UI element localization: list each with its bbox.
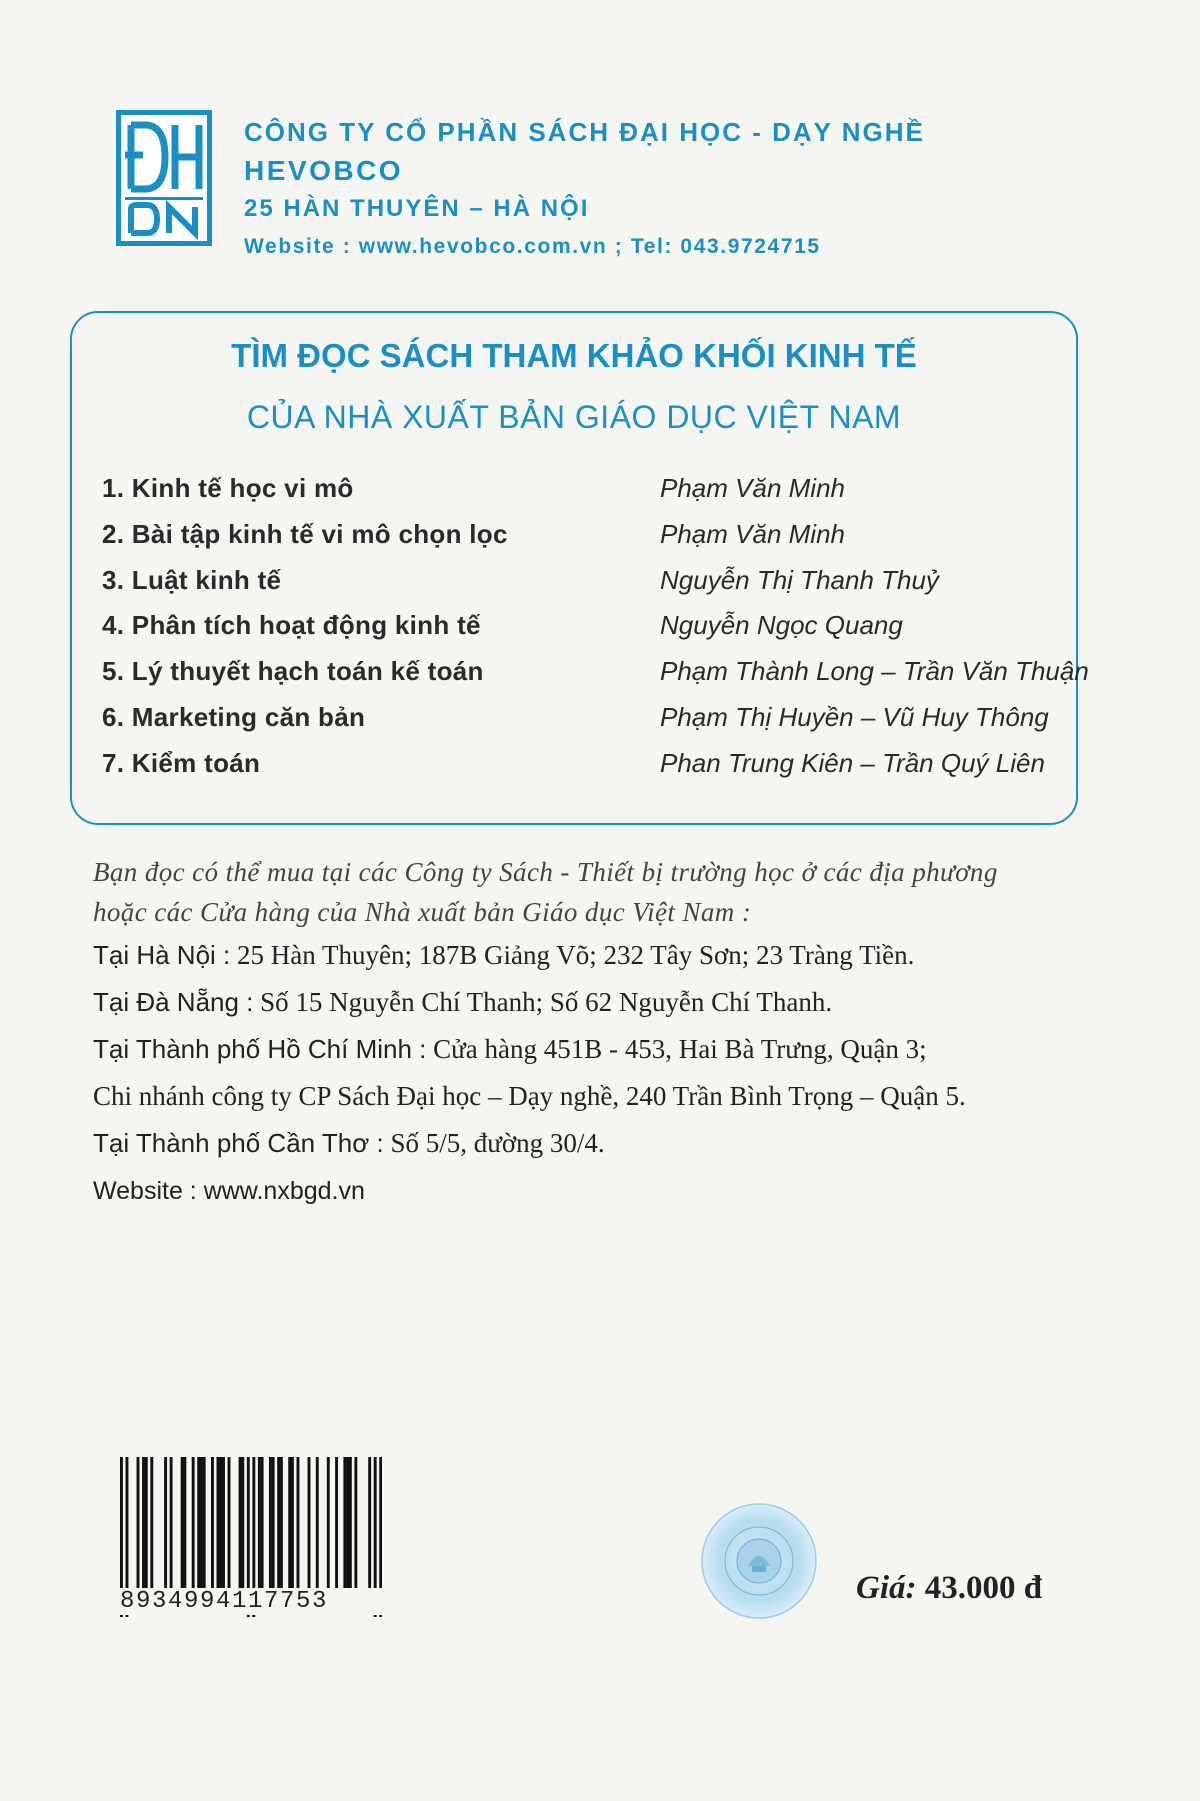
purchase-info — [93, 852, 1093, 1213]
store-danang — [93, 979, 1093, 1026]
barcode-bar — [142, 1457, 145, 1589]
book-author: Phạm Văn Minh — [660, 473, 845, 503]
book-title: 5. Lý thuyết hạch toán kế toán — [102, 656, 484, 687]
barcode-bar — [261, 1457, 264, 1589]
barcode-bar — [211, 1457, 214, 1589]
barcode-bar — [272, 1457, 275, 1589]
purchase-intro-line: Bạn đọc có thể mua tại các Công ty Sách - Thiết bị trường học ở các địa phương — [93, 857, 998, 887]
barcode-bar — [349, 1457, 352, 1589]
store-hanoi — [93, 932, 1093, 979]
barcode-bar — [308, 1457, 311, 1589]
store-address: Cửa hàng 451B - 453, Hai Bà Trưng, Quận 3; — [433, 1034, 927, 1064]
barcode-bar — [145, 1457, 148, 1589]
box-title: TÌM ĐỌC SÁCH THAM KHẢO KHỐI KINH TẾ — [231, 337, 917, 374]
store-address: 25 Hàn Thuyên; 187B Giảng Võ; 232 Tây Sơn; 23 Tràng Tiền. — [237, 940, 915, 970]
book-row — [102, 473, 1062, 519]
book-title: 2. Bài tập kinh tế vi mô chọn lọc — [102, 518, 508, 549]
box-subtitle: CỦA NHÀ XUẤT BẢN GIÁO DỤC VIỆT NAM — [246, 399, 902, 435]
price-value: 43.000 đ — [924, 1570, 1043, 1606]
price — [856, 1570, 1042, 1607]
barcode-bar — [354, 1457, 357, 1589]
publisher-logo-icon — [116, 110, 212, 246]
book-row — [102, 565, 1062, 611]
book-title: 3. Luật kinh tế — [102, 564, 282, 595]
book-author: Phạm Thành Long – Trần Văn Thuận — [660, 656, 1089, 687]
barcode-bar — [181, 1457, 184, 1589]
store-label: Tại Thành phố Hồ Chí Minh : — [93, 1034, 427, 1064]
store-label: Tại Hà Nội : — [93, 940, 231, 970]
barcode-bar — [297, 1457, 300, 1589]
book-title: 6. Marketing căn bản — [102, 701, 366, 732]
barcode-bar — [346, 1457, 349, 1589]
book-author: Nguyễn Thị Thanh Thuỷ — [660, 564, 939, 595]
store-label: Tại Đà Nẵng : — [93, 987, 254, 1017]
publisher-brand: HEVOBCO — [244, 155, 404, 186]
barcode-bar — [368, 1457, 371, 1589]
barcode-bar — [228, 1457, 231, 1589]
store-address: Số 15 Nguyễn Chí Thanh; Số 62 Nguyễn Chí Thanh. — [260, 987, 833, 1017]
book-author: Nguyễn Ngọc Quang — [660, 610, 903, 641]
book-title: 1. Kinh tế học vi mô — [102, 473, 354, 503]
barcode-bar — [258, 1457, 261, 1589]
store-cantho — [93, 1120, 1093, 1167]
barcode-bar — [343, 1457, 346, 1589]
barcode-bar — [277, 1457, 280, 1589]
book-row — [102, 702, 1062, 748]
store-branch — [93, 1073, 1093, 1120]
book-title: 4. Phân tích hoạt động kinh tế — [102, 610, 481, 641]
barcode-bar — [164, 1457, 167, 1589]
book-row — [102, 610, 1062, 656]
publisher-contact: Website : www.hevobco.com.vn ; Tel: 043.9724715 — [244, 235, 821, 258]
barcode-bar — [217, 1457, 220, 1589]
barcode-bar — [192, 1457, 195, 1589]
barcode-bar — [203, 1457, 206, 1589]
barcode-bar — [269, 1457, 272, 1589]
book-row — [102, 519, 1062, 565]
barcode-bar — [222, 1457, 225, 1589]
barcode-bar — [197, 1457, 200, 1589]
store-label: Tại Thành phố Cần Thơ : — [93, 1128, 384, 1158]
barcode-bar — [137, 1457, 140, 1589]
barcode-bar — [280, 1457, 283, 1589]
book-author: Phan Trung Kiên – Trần Quý Liên — [660, 747, 1045, 778]
barcode-bar — [170, 1457, 173, 1589]
book-title: 7. Kiểm toán — [102, 747, 261, 778]
book-author: Phạm Văn Minh — [660, 518, 845, 549]
publisher-name: CÔNG TY CỔ PHẦN SÁCH ĐẠI HỌC - DẠY NGHỀ — [244, 117, 925, 147]
barcode-bar — [241, 1457, 244, 1589]
book-author: Phạm Thị Huyền – Vũ Huy Thông — [660, 701, 1049, 732]
barcode-bar — [200, 1457, 203, 1589]
barcode-bar — [335, 1457, 338, 1589]
barcode-bar — [327, 1457, 330, 1589]
barcode-bar — [183, 1457, 186, 1589]
publisher-info — [244, 112, 925, 266]
barcode-digits: 8934994117753 — [116, 1588, 390, 1615]
purchase-intro-line: hoặc các Cửa hàng của Nhà xuất bản Giáo dục Việt Nam : — [93, 897, 752, 927]
publisher-address: 25 HÀN THUYÊN – HÀ NỘI — [244, 195, 590, 222]
publisher-website: Website : www.nxbgd.vn — [93, 1177, 365, 1205]
book-list — [102, 473, 1089, 794]
book-row — [102, 748, 1062, 794]
store-hcm — [93, 1026, 1093, 1073]
barcode-bar — [291, 1457, 294, 1589]
barcode-bar — [150, 1457, 153, 1589]
store-address: Chi nhánh công ty CP Sách Đại học – Dạy nghề, 240 Trần Bình Trọng – Quận 5. — [93, 1081, 966, 1111]
barcode-bar — [316, 1457, 319, 1589]
book-row — [102, 656, 1089, 702]
barcode-bar — [239, 1457, 242, 1589]
price-label: Giá: — [856, 1570, 917, 1606]
store-address: Số 5/5, đường 30/4. — [390, 1128, 605, 1158]
recommended-books-box — [70, 311, 1089, 825]
hologram-seal-icon — [700, 1502, 818, 1620]
barcode-bar — [219, 1457, 222, 1589]
barcode-bar — [288, 1457, 291, 1589]
